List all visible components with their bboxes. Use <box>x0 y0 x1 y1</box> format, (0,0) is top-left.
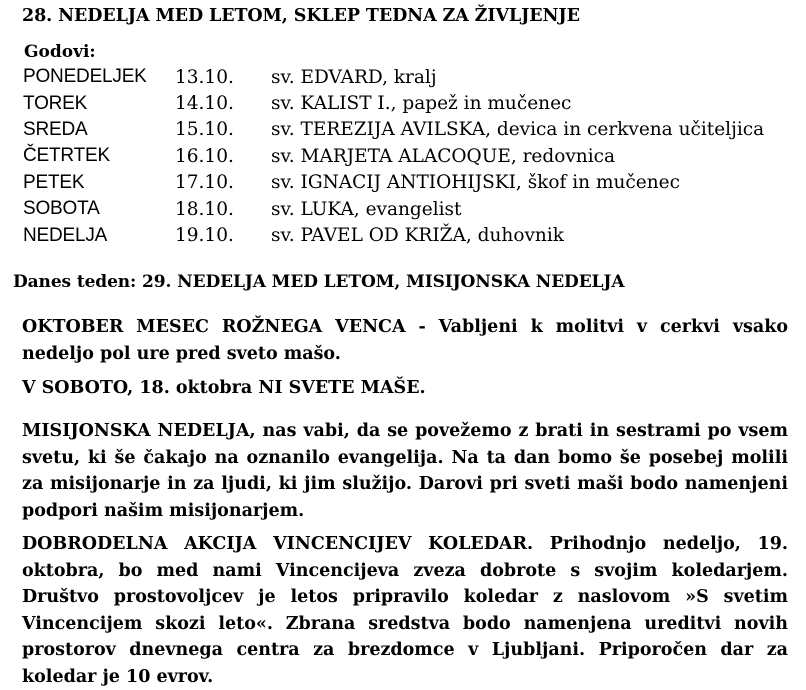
feast-day: PETEK <box>23 171 85 193</box>
feast-date: 18.10. <box>175 198 234 220</box>
week-heading: Danes teden: 29. NEDELJA MED LETOM, MISIJONSKA NEDELJA <box>13 272 625 292</box>
feast-row <box>23 222 764 248</box>
announcement-text: 18. oktobra NI SVETE MAŠE. <box>133 378 426 398</box>
announcement-charity-calendar <box>22 531 788 690</box>
feast-day: ČETRTEK <box>23 145 110 167</box>
announcement-lead: V SOBOTO, <box>22 378 134 398</box>
feast-day: SOBOTA <box>23 198 100 220</box>
feast-row <box>23 196 764 222</box>
announcement-text: nas vabi, da se povežemo z brati in sestrami po vsem svetu, ki še čakajo na oznanilo evangelija. Na ta dan bomo še posebej molili za misijonarje in za ljudi, ki jim služijo. Darovi pri sveti maši bodo namenjeni podpori našim misijonarjem. <box>22 421 788 521</box>
page-title: 28. NEDELJA MED LETOM, SKLEP TEDNA ZA ŽIVLJENJE <box>22 6 580 26</box>
feast-saint: sv. EDVARD, kralj <box>271 66 437 88</box>
feast-day: TOREK <box>23 92 88 114</box>
feast-day: NEDELJA <box>23 224 108 246</box>
feasts-table <box>23 64 764 249</box>
feast-day: SREDA <box>23 118 88 140</box>
feast-row <box>23 170 764 196</box>
feast-day: PONEDELJEK <box>23 66 147 88</box>
feasts-label: Godovi: <box>24 42 96 62</box>
feast-row <box>23 64 764 90</box>
feast-date: 14.10. <box>175 93 234 115</box>
feast-saint: sv. MARJETA ALACOQUE, redovnica <box>271 145 616 167</box>
feast-date: 15.10. <box>175 119 234 141</box>
announcement-mission-sunday <box>22 418 788 524</box>
announcement-lead: OKTOBER MESEC ROŽNEGA VENCA <box>22 317 406 337</box>
feast-saint: sv. IGNACIJ ANTIOHIJSKI, škof in mučenec <box>271 172 680 194</box>
feast-saint: sv. KALIST I., papež in mučenec <box>271 93 572 115</box>
announcement-lead: MISIJONSKA NEDELJA, <box>22 421 256 441</box>
announcement-lead: DOBRODELNA AKCIJA VINCENCIJEV KOLEDAR. <box>22 534 534 554</box>
feast-date: 17.10. <box>175 172 234 194</box>
feast-saint: sv. TEREZIJA AVILSKA, devica in cerkvena učiteljica <box>271 119 765 141</box>
feast-row <box>23 117 764 143</box>
feast-date: 19.10. <box>175 225 234 247</box>
announcement-text: - Vabljeni k molitvi v cerkvi vsako nedeljo pol ure pred sveto mašo. <box>22 317 789 364</box>
feast-row <box>23 143 764 169</box>
feast-row <box>23 90 764 116</box>
feast-date: 13.10. <box>175 66 234 88</box>
announcement-text: Prihodnjo nedeljo, 19. oktobra, bo med nami Vincencijeva zveza dobrote s svojim koledarjem. Društvo prostovoljcev je letos pripravilo koledar z naslovom »S svetim Vincencijem skozi leto«. Zbrana sredstva bodo namenjena ureditvi novih prostorov dnevnega centra za brezdomce v Ljubljani. Priporočen dar za koledar je 10 evrov. <box>22 534 788 687</box>
announcement-saturday <box>22 375 788 402</box>
feast-date: 16.10. <box>175 145 234 167</box>
announcement-rosary <box>22 314 788 367</box>
feast-saint: sv. PAVEL OD KRIŽA, duhovnik <box>271 225 564 247</box>
feast-saint: sv. LUKA, evangelist <box>271 198 462 220</box>
